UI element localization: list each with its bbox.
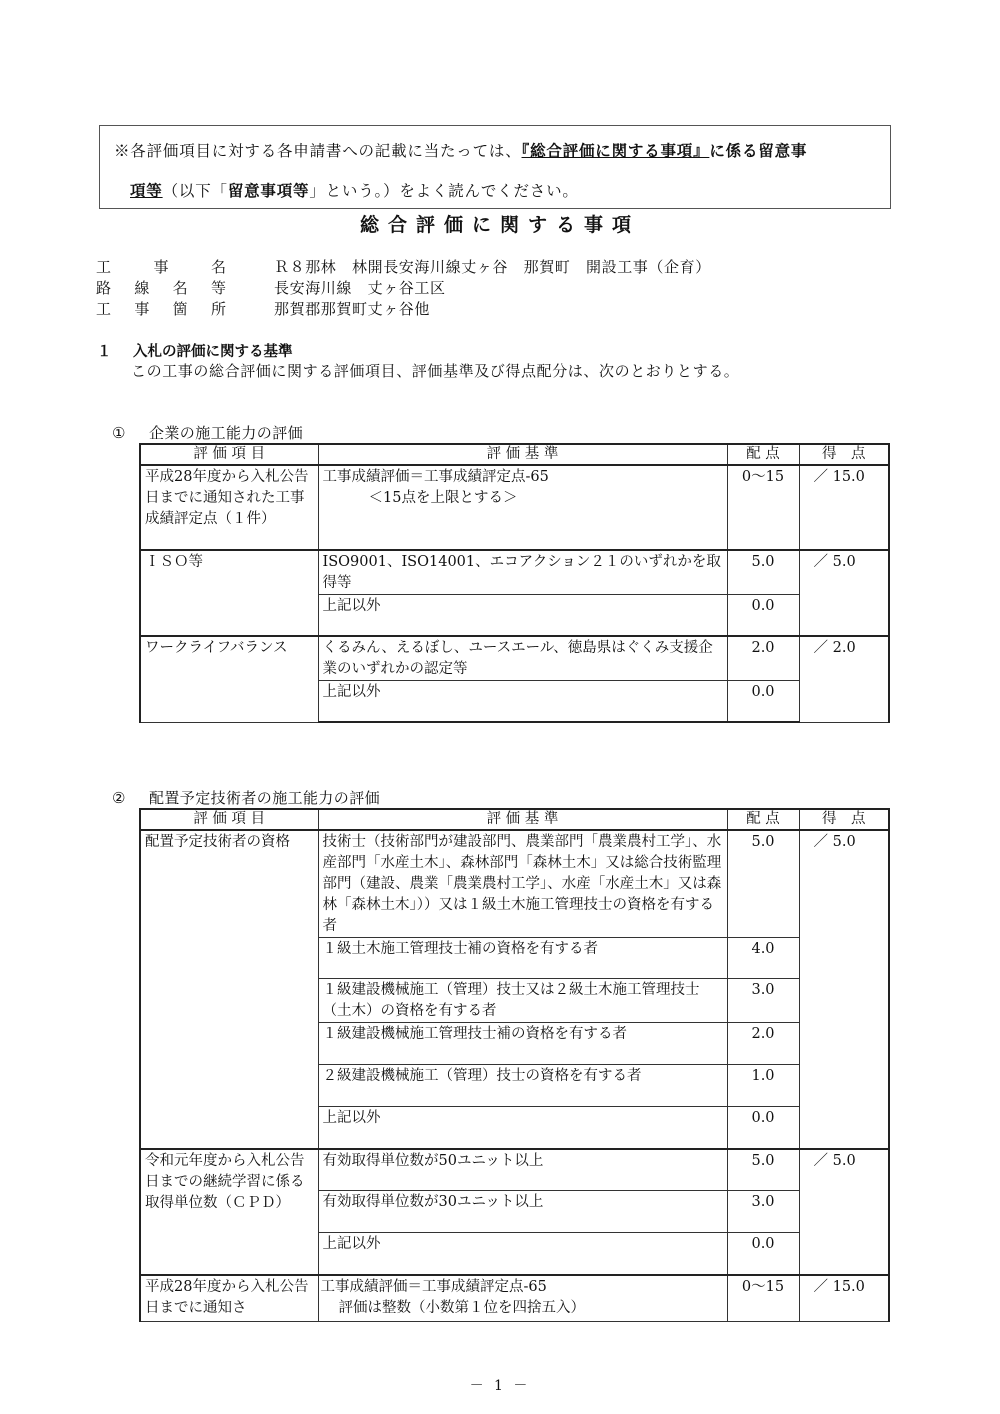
- table-header: [140, 444, 889, 465]
- points-cell: 3.0: [727, 1191, 799, 1233]
- notice-text-bold: に係る留意事: [709, 142, 808, 160]
- item-cell: 令和元年度から入札公告日までの継続学習に係る取得単位数（ＣＰＤ）: [140, 1149, 318, 1275]
- criteria-cell: ISO9001、ISO14001、エコアクション２１のいずれかを取得等: [318, 550, 727, 595]
- criteria-cell: くるみん、えるぼし、ユースエール、徳島県はぐくみ支援企業のいずれかの認定等: [318, 636, 727, 681]
- header-criteria: 評 価 基 準: [318, 444, 727, 465]
- points-cell: 5.0: [727, 1149, 799, 1191]
- points-cell: 2.0: [727, 1023, 799, 1065]
- criteria-cell: １級土木施工管理技士補の資格を有する者: [318, 938, 727, 979]
- table-row: [140, 1275, 889, 1322]
- criteria-cell: 上記以外: [318, 681, 727, 723]
- table-2: [139, 808, 890, 1322]
- header-points: 配 点: [727, 809, 799, 830]
- criteria-cell: ２級建設機械施工（管理）技士の資格を有する者: [318, 1065, 727, 1107]
- item-cell: 平成28年度から入札公告日までに通知された工事成績評定点（１件）: [140, 465, 318, 550]
- points-cell: 5.0: [727, 550, 799, 595]
- info-label-project-name: 工 事 名: [96, 258, 226, 276]
- score-cell: ／ 5.0: [799, 1149, 889, 1275]
- points-cell: 1.0: [727, 1065, 799, 1107]
- criteria-cell: 技術士（技術部門が建設部門、農業部門「農業農村工学」、水産部門「水産土木」、森林部門「森林土木」又は総合技術監理部門（建設、農業「農業農村工学」、水産「水産土木」又は森林「森林土木」））又は１級土木施工管理技士の資格を有する者: [318, 830, 727, 938]
- header-item: 評 価 項 目: [140, 444, 318, 465]
- criteria-cell: 上記以外: [318, 1233, 727, 1276]
- notice-box: [99, 125, 891, 209]
- points-cell: 5.0: [727, 830, 799, 938]
- info-value-location: 那賀郡那賀町丈ヶ谷他: [274, 300, 431, 318]
- table-row: [140, 465, 889, 550]
- header-score: 得 点: [799, 444, 889, 465]
- criteria-cell: 工事成績評価＝工事成績評定点-65 評価は整数（小数第１位を四捨五入）: [318, 1275, 727, 1322]
- info-value-route: 長安海川線 丈ヶ谷工区: [274, 279, 446, 297]
- score-cell: ／ 2.0: [799, 636, 889, 722]
- points-cell: 0.0: [727, 1233, 799, 1276]
- score-cell: ／ 15.0: [799, 1275, 889, 1322]
- page-number: － 1 －: [469, 1378, 531, 1394]
- table-1: [139, 443, 890, 723]
- page-title: 総合評価に関する事項: [359, 214, 640, 236]
- criteria-cell: 上記以外: [318, 1107, 727, 1150]
- table-1-heading: ① 企業の施工能力の評価: [112, 424, 304, 442]
- notice-text-2: （以下「: [162, 182, 228, 200]
- info-label-route: 路 線 名 等: [96, 279, 226, 297]
- table-header: [140, 809, 889, 830]
- criteria-cell: １級建設機械施工（管理）技士又は２級土木施工管理技士（土木）の資格を有する者: [318, 979, 727, 1023]
- item-cell: ＩＳＯ等: [140, 550, 318, 636]
- header-item: 評 価 項 目: [140, 809, 318, 830]
- points-cell: 0.0: [727, 1107, 799, 1150]
- criteria-cell: 有効取得単位数が50ユニット以上: [318, 1149, 727, 1191]
- points-cell: 0～15: [727, 465, 799, 550]
- points-cell: 0～15: [727, 1275, 799, 1322]
- item-cell: 平成28年度から入札公告日までに通知さ: [140, 1275, 318, 1322]
- info-label-location: 工 事 箇 所: [96, 300, 226, 318]
- table-row: [140, 830, 889, 938]
- points-cell: 0.0: [727, 681, 799, 723]
- section-1-heading: １ 入札の評価に関する基準: [97, 344, 293, 360]
- item-cell: ワークライフバランス: [140, 636, 318, 722]
- table-row: [140, 550, 889, 595]
- notice-bold-2: 留意事項等: [227, 182, 310, 200]
- criteria-cell: 有効取得単位数が30ユニット以上: [318, 1191, 727, 1233]
- item-cell: 配置予定技術者の資格: [140, 830, 318, 1149]
- notice-text-3: 」という。）をよく読んでください。: [309, 182, 579, 200]
- header-criteria: 評 価 基 準: [318, 809, 727, 830]
- points-cell: 2.0: [727, 636, 799, 681]
- header-score: 得 点: [799, 809, 889, 830]
- header-points: 配 点: [727, 444, 799, 465]
- score-cell: ／ 5.0: [799, 550, 889, 636]
- score-cell: ／ 5.0: [799, 830, 889, 1149]
- notice-line-2: [130, 179, 579, 201]
- score-cell: ／ 15.0: [799, 465, 889, 550]
- criteria-cell: 上記以外: [318, 595, 727, 637]
- points-cell: 3.0: [727, 979, 799, 1023]
- notice-bold-1: 項等: [130, 182, 163, 200]
- table-2-heading: ② 配置予定技術者の施工能力の評価: [112, 789, 381, 807]
- points-cell: 0.0: [727, 595, 799, 637]
- points-cell: 4.0: [727, 938, 799, 979]
- criteria-cell: 工事成績評価＝工事成績評定点-65 ＜15点を上限とする＞: [318, 465, 727, 550]
- notice-doc-ref: 『総合評価に関する事項』: [521, 142, 710, 160]
- notice-text: ※各評価項目に対する各申請書への記載に当たっては、: [114, 142, 522, 160]
- criteria-cell: １級建設機械施工管理技士補の資格を有する者: [318, 1023, 727, 1065]
- table-row: [140, 1149, 889, 1191]
- info-value-project-name: Ｒ８那林 林開長安海川線丈ヶ谷 那賀町 開設工事（企育）: [274, 258, 711, 276]
- section-1-intro: この工事の総合評価に関する評価項目、評価基準及び得点配分は、次のとおりとする。: [131, 362, 740, 380]
- table-row: [140, 636, 889, 681]
- notice-line-1: [114, 139, 807, 161]
